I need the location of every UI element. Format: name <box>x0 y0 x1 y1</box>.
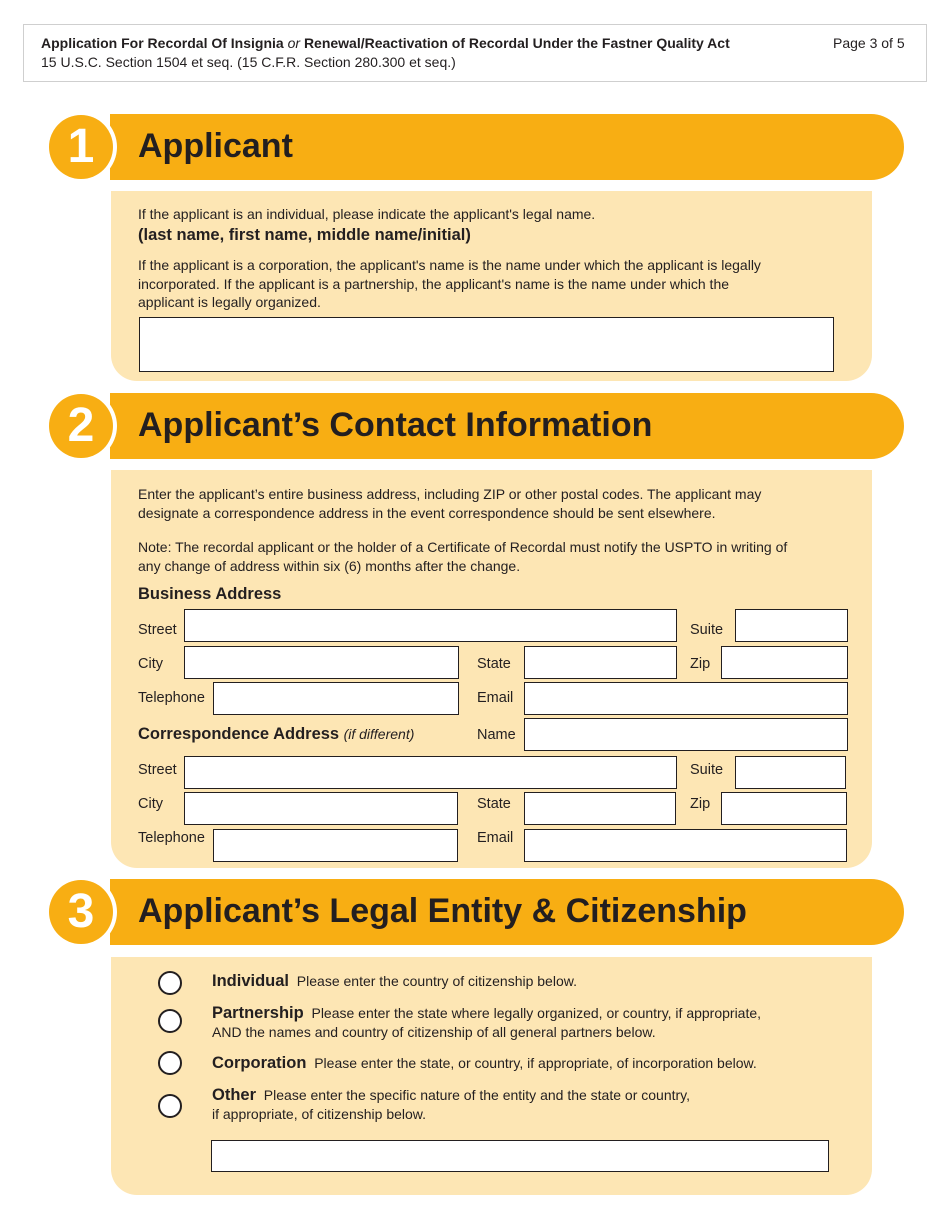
business-state-field[interactable] <box>524 646 677 679</box>
section1-instruction: If the applicant is an individual, please indicate the applicant's legal name. <box>138 206 596 222</box>
business-email-label: Email <box>477 690 514 706</box>
business-street-label: Street <box>138 622 177 638</box>
correspondence-suite-label: Suite <box>690 762 724 778</box>
business-city-label: City <box>138 656 163 672</box>
section1-title: Applicant <box>138 127 293 165</box>
corporation-option-text: Corporation Please enter the state, or country, if appropriate, of incorporation below. <box>212 1054 757 1072</box>
correspondence-zip-label: Zip <box>690 796 711 812</box>
correspondence-address-heading: Correspondence Address (if different) <box>138 725 415 743</box>
business-state-label: State <box>477 656 511 672</box>
business-zip-field[interactable] <box>721 646 848 679</box>
partnership-radio[interactable] <box>158 1009 182 1033</box>
business-zip-label: Zip <box>690 656 711 672</box>
correspondence-city-label: City <box>138 796 163 812</box>
section2-note: Note: The recordal applicant or the holder of a Certificate of Recordal must notify the USPTO in writing of any change of address within six (6) months after the change. <box>138 539 788 574</box>
other-radio[interactable] <box>158 1094 182 1118</box>
section2-title: Applicant’s Contact Information <box>138 406 653 444</box>
correspondence-email-field[interactable] <box>524 829 847 862</box>
correspondence-name-label: Name <box>477 727 516 743</box>
business-address-heading: Business Address <box>138 585 282 603</box>
section1-corporation-note: If the applicant is a corporation, the applicant's name is the name under which the applicant is legally incorporated. If the applicant is a partnership, the applicant's name is the name under which the applicant is legally organized. <box>138 257 761 310</box>
corporation-radio[interactable] <box>158 1051 182 1075</box>
section3-title: Applicant’s Legal Entity & Citizenship <box>138 892 747 930</box>
correspondence-state-field[interactable] <box>524 792 676 825</box>
section2-number: 2 <box>49 394 113 458</box>
business-email-field[interactable] <box>524 682 848 715</box>
section1-number: 1 <box>49 115 113 179</box>
business-city-field[interactable] <box>184 646 459 679</box>
correspondence-name-field[interactable] <box>524 718 848 751</box>
business-telephone-field[interactable] <box>213 682 459 715</box>
business-suite-label: Suite <box>690 622 724 638</box>
correspondence-telephone-field[interactable] <box>213 829 458 862</box>
correspondence-street-field[interactable] <box>184 756 677 789</box>
applicant-name-field[interactable] <box>139 317 834 372</box>
partnership-option-text: Partnership Please enter the state where legally organized, or country, if appropriate, AND the names and country of citizenship of all general partners below. <box>212 1004 762 1040</box>
page-indicator: Page 3 of 5 <box>833 35 905 51</box>
individual-option-text: Individual Please enter the country of citizenship below. <box>212 972 577 990</box>
business-telephone-label: Telephone <box>138 690 205 706</box>
document-subtitle: 15 U.S.C. Section 1504 et seq. (15 C.F.R. Section 280.300 et seq.) <box>41 54 456 70</box>
correspondence-suite-field[interactable] <box>735 756 846 789</box>
business-street-field[interactable] <box>184 609 677 642</box>
business-suite-field[interactable] <box>735 609 848 642</box>
correspondence-state-label: State <box>477 796 511 812</box>
document-title: Application For Recordal Of Insignia or Renewal/Reactivation of Recordal Under the Fastner Quality Act <box>41 35 730 51</box>
individual-radio[interactable] <box>158 971 182 995</box>
other-option-text: Other Please enter the specific nature of the entity and the state or country, if appropriate, of citizenship below. <box>212 1086 691 1122</box>
correspondence-zip-field[interactable] <box>721 792 847 825</box>
entity-details-field[interactable] <box>211 1140 829 1172</box>
correspondence-email-label: Email <box>477 830 514 846</box>
document-header <box>23 24 927 82</box>
correspondence-street-label: Street <box>138 762 177 778</box>
correspondence-city-field[interactable] <box>184 792 458 825</box>
correspondence-telephone-label: Telephone <box>138 830 205 846</box>
section1-instruction-bold: (last name, first name, middle name/initial) <box>138 226 471 244</box>
section2-intro: Enter the applicant’s entire business address, including ZIP or other postal codes. The applicant may designate a correspondence address in the event correspondence should be sent elsewhere. <box>138 486 762 521</box>
section3-number: 3 <box>49 880 113 944</box>
